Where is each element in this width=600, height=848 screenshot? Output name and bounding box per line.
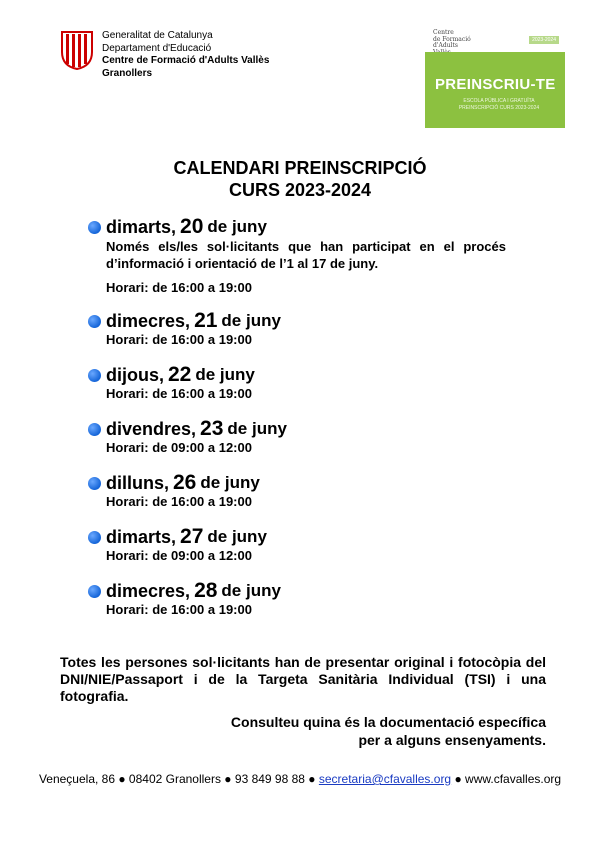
bullet-icon	[88, 585, 101, 598]
day-number: 28	[194, 579, 218, 602]
org-name-generalitat: Generalitat de Catalunya	[102, 30, 213, 41]
promo-year-badge: 2023-2024	[529, 36, 559, 44]
bullet-icon	[88, 423, 101, 436]
promo-title: PREINSCRIU-TE	[435, 76, 556, 93]
day-entry	[88, 580, 281, 618]
contact-address: Veneçuela, 86 ● 08402 Granollers ● 93 849 98 88 ●	[38, 772, 319, 786]
day-month: de juny	[207, 527, 267, 546]
day-entry	[88, 418, 287, 456]
day-hours: Horari: de 16:00 a 19:00	[106, 280, 252, 295]
day-number: 23	[200, 417, 224, 440]
day-weekday: divendres,	[106, 419, 197, 439]
org-name-city: Granollers	[102, 67, 153, 79]
consult-line-1: Consulteu quina és la documentació específica	[230, 714, 546, 730]
promo-tab	[425, 28, 565, 52]
day-month: de juny	[221, 581, 281, 600]
generalitat-logo-icon	[60, 30, 94, 70]
contact-line	[0, 772, 600, 786]
page-subtitle: CURS 2023-2024	[228, 180, 372, 200]
day-entry	[88, 310, 281, 348]
day-weekday: dimarts,	[106, 527, 177, 547]
promo-centre-label: Centre de Formació d'Adults	[433, 29, 471, 49]
bullet-icon	[88, 369, 101, 382]
contact-email-link[interactable]: secretaria@cfavalles.org	[318, 772, 452, 786]
day-entry	[88, 364, 255, 402]
org-name-centre: Centre de Formació d'Adults Vallès	[102, 55, 270, 66]
day-month: de juny	[200, 473, 260, 492]
consult-line-2: per a alguns ensenyaments.	[358, 732, 546, 748]
contact-website[interactable]: ● www.cfavalles.org	[451, 772, 562, 786]
bullet-icon	[88, 531, 101, 544]
day-weekday: dimecres,	[106, 581, 191, 601]
day-entry	[88, 526, 267, 564]
day-month: de juny	[195, 365, 255, 384]
page-title: CALENDARI PREINSCRIPCIÓ	[173, 158, 427, 178]
day-entry	[88, 216, 506, 296]
day-hours: Horari: de 16:00 a 19:00	[106, 494, 252, 509]
day-weekday: dijous,	[106, 365, 164, 385]
day-number: 21	[194, 309, 218, 332]
day-hours: Horari: de 16:00 a 19:00	[106, 602, 252, 617]
preinscription-promo-card	[425, 28, 565, 128]
day-weekday: dimarts,	[106, 217, 177, 237]
day-weekday: dimecres,	[106, 311, 191, 331]
day-month: de juny	[227, 419, 287, 438]
day-hours: Horari: de 16:00 a 19:00	[106, 386, 252, 401]
day-hours: Horari: de 09:00 a 12:00	[106, 548, 252, 563]
day-number: 20	[180, 215, 204, 238]
day-weekday: dilluns,	[106, 473, 169, 493]
day-number: 27	[180, 525, 204, 548]
promo-subtitle: ESCOLA PÚBLICA I GRATUÏTA PREINSCRIPCIÓ CURS 2023-2024	[458, 98, 540, 111]
day-month: de juny	[221, 311, 281, 330]
bullet-icon	[88, 477, 101, 490]
day-month: de juny	[207, 217, 267, 236]
day-number: 22	[168, 363, 192, 386]
org-header	[60, 30, 269, 80]
day-hours: Horari: de 09:00 a 12:00	[106, 440, 252, 455]
requirements-paragraph: Totes les persones sol·licitants han de presentar original i fotocòpia del DNI/NIE/Passaport i de la Targeta Sanitària Individual (TSI) i una fotografia.	[60, 654, 546, 704]
org-name-department: Departament d'Educació	[102, 42, 212, 54]
day-entry	[88, 472, 260, 510]
bullet-icon	[88, 315, 101, 328]
day-number: 26	[173, 471, 197, 494]
day-note: Només els/les sol·licitants que han participat en el procés d’informació i orientació de l’1 al 17 de juny.	[106, 239, 506, 271]
bullet-icon	[88, 221, 101, 234]
day-hours: Horari: de 16:00 a 19:00	[106, 332, 252, 347]
